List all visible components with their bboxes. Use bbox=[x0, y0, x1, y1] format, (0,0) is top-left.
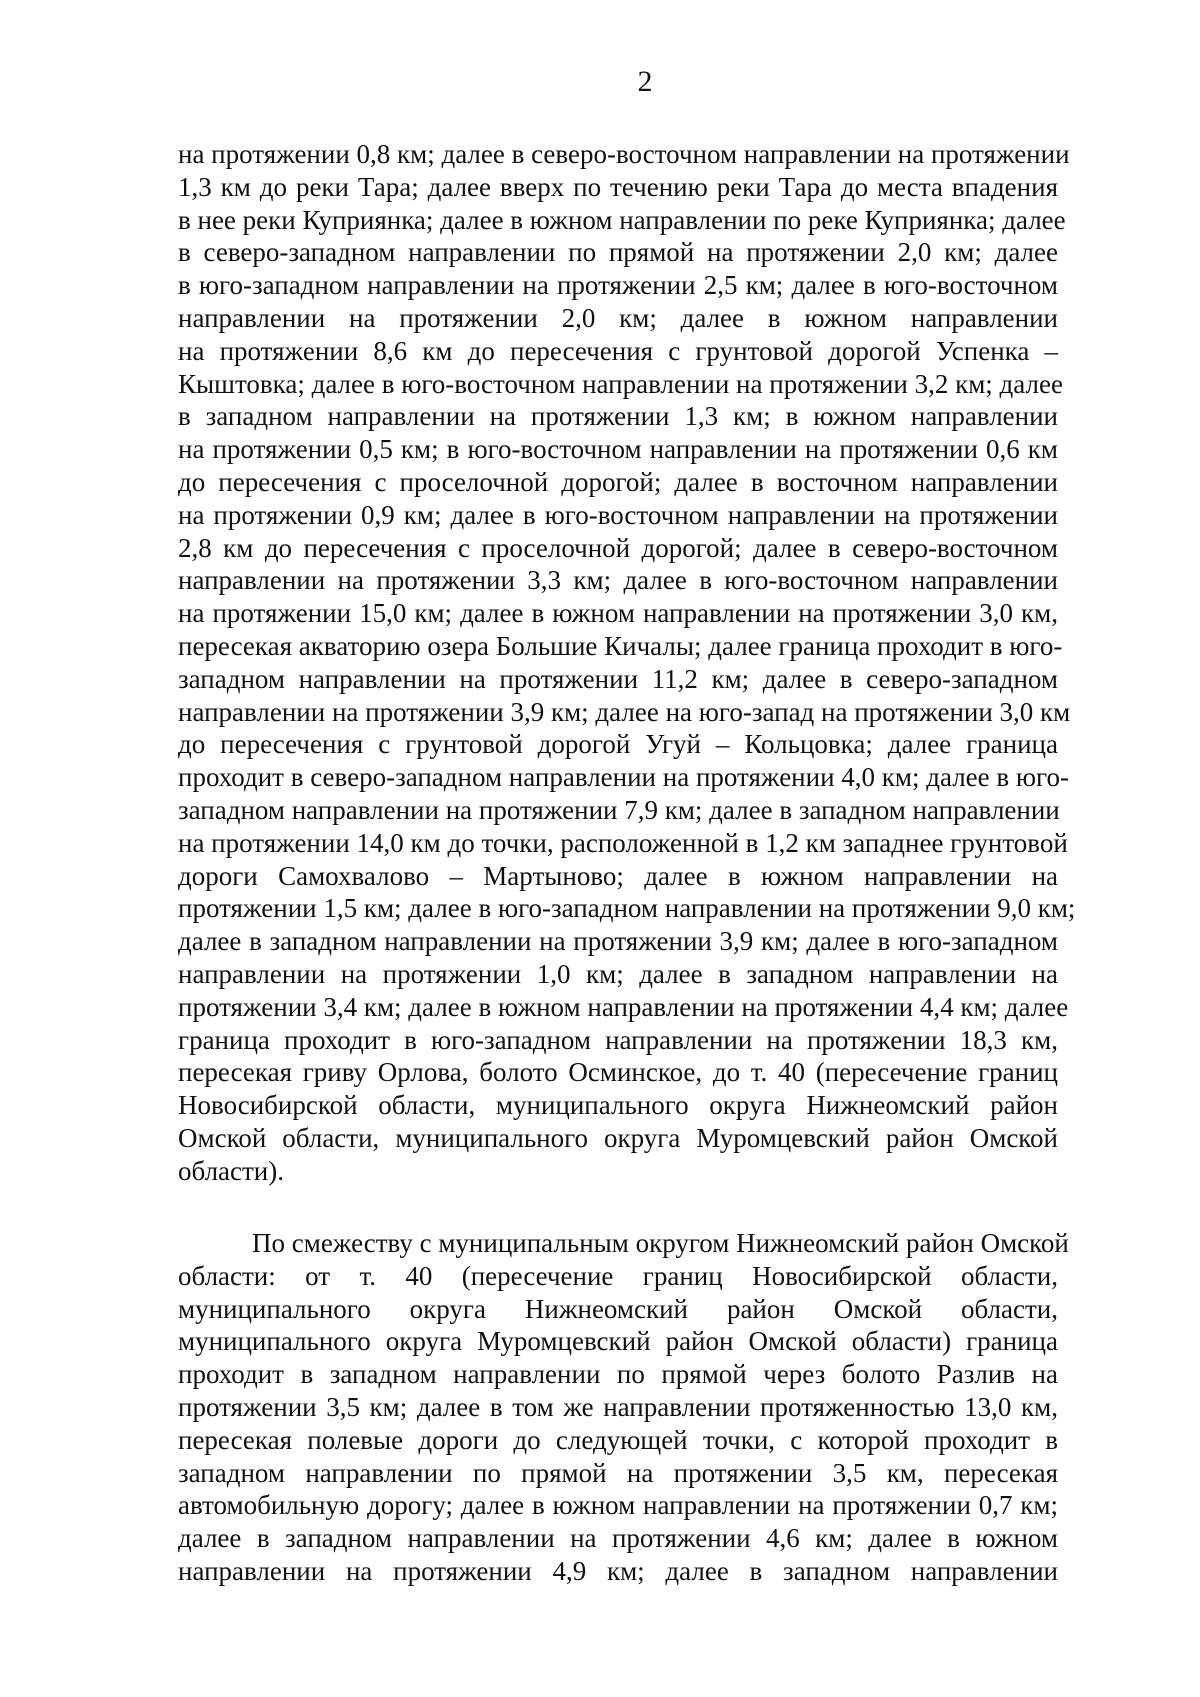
text-line: на протяжении 15,0 км; далее в южном направлении на протяжении 3,0 км, bbox=[178, 598, 1058, 629]
text-line: пересекая акваторию озера Большие Кичалы; далее граница проходит в юго- bbox=[178, 630, 1063, 661]
text-line: Новосибирской области, муниципального округа Нижнеомский район bbox=[178, 1090, 1058, 1121]
text-line: проходит в северо-западном направлении на протяжении 4,0 км; далее в юго- bbox=[178, 762, 1069, 793]
text-line: далее в западном направлении на протяжении 3,9 км; далее в юго-западном bbox=[178, 926, 1058, 957]
text-line: далее в западном направлении на протяжении 4,6 км; далее в южном bbox=[178, 1523, 1058, 1554]
page-number: 2 bbox=[637, 65, 653, 98]
text-line: на протяжении 8,6 км до пересечения с грунтовой дорогой Успенка – bbox=[178, 335, 1058, 366]
text-line: Кыштовка; далее в юго-восточном направлении на протяжении 3,2 км; далее bbox=[178, 368, 1063, 399]
text-line: на протяжении 0,9 км; далее в юго-восточном направлении на протяжении bbox=[178, 499, 1058, 530]
text-line: направлении на протяжении 2,0 км; далее в южном направлении bbox=[178, 302, 1058, 333]
text-line: 1,3 км до реки Тара; далее вверх по течению реки Тара до места впадения bbox=[178, 171, 1058, 202]
text-line: 2,8 км до пересечения с проселочной дорогой; далее в северо-восточном bbox=[178, 532, 1058, 563]
text-line: граница проходит в юго-западном направлении на протяжении 18,3 км, bbox=[178, 1024, 1058, 1055]
text-line: западном направлении по прямой на протяжении 3,5 км, пересекая bbox=[178, 1457, 1058, 1488]
text-line: муниципального округа Нижнеомский район Омской области, bbox=[178, 1293, 1058, 1324]
text-line: проходит в западном направлении по прямой через болото Разлив на bbox=[178, 1359, 1058, 1390]
text-line: направлении на протяжении 4,9 км; далее в западном направлении bbox=[178, 1555, 1058, 1586]
text-line: западном направлении на протяжении 11,2 км; далее в северо-западном bbox=[178, 663, 1058, 694]
text-line: пересекая полевые дороги до следующей точки, с которой проходит в bbox=[178, 1424, 1058, 1455]
text-line: протяжении 1,5 км; далее в юго-западном направлении на протяжении 9,0 км; bbox=[178, 893, 1076, 924]
text-line: дороги Самохвалово – Мартыново; далее в южном направлении на bbox=[178, 860, 1058, 891]
text-line: на протяжении 0,5 км; в юго-восточном направлении на протяжении 0,6 км bbox=[178, 434, 1058, 465]
paragraph-boundary-description bbox=[178, 138, 1076, 1188]
paragraph-adjacency-nizhneomsky bbox=[178, 1227, 1069, 1588]
text-line: По смежеству с муниципальным округом Нижнеомский район Омской bbox=[252, 1228, 1069, 1258]
text-line: в северо-западном направлении по прямой на протяжении 2,0 км; далее bbox=[178, 237, 1058, 268]
text-line: области). bbox=[178, 1155, 284, 1186]
text-line: пересекая гриву Орлова, болото Осминское, до т. 40 (пересечение границ bbox=[178, 1057, 1058, 1088]
text-line: протяжении 3,5 км; далее в том же направлении протяженностью 13,0 км, bbox=[178, 1391, 1058, 1422]
text-line: области: от т. 40 (пересечение границ Новосибирской области, bbox=[178, 1260, 1058, 1291]
text-line: в западном направлении на протяжении 1,3 км; в южном направлении bbox=[178, 401, 1058, 432]
text-line: Омской области, муниципального округа Муромцевский район Омской bbox=[178, 1122, 1058, 1153]
text-line: направлении на протяжении 3,9 км; далее на юго-запад на протяжении 3,0 км bbox=[178, 696, 1071, 727]
text-line: западном направлении на протяжении 7,9 км; далее в западном направлении bbox=[178, 794, 1060, 825]
text-line: на протяжении 14,0 км до точки, расположенной в 1,2 км западнее грунтовой bbox=[178, 827, 1068, 858]
text-line: до пересечения с грунтовой дорогой Угуй – Кольцовка; далее граница bbox=[178, 729, 1058, 760]
text-line: муниципального округа Муромцевский район Омской области) граница bbox=[178, 1326, 1058, 1357]
text-line: направлении на протяжении 3,3 км; далее в юго-восточном направлении bbox=[178, 565, 1058, 596]
text-line: на протяжении 0,8 км; далее в северо-восточном направлении на протяжении bbox=[178, 139, 1070, 169]
text-line: направлении на протяжении 1,0 км; далее в западном направлении на bbox=[178, 958, 1058, 989]
text-line: в нее реки Куприянка; далее в южном направлении по реке Куприянка; далее bbox=[178, 204, 1066, 235]
text-line: до пересечения с проселочной дорогой; далее в восточном направлении bbox=[178, 466, 1058, 497]
text-line: в юго-западном направлении на протяжении 2,5 км; далее в юго-восточном bbox=[178, 270, 1058, 301]
text-line: протяжении 3,4 км; далее в южном направлении на протяжении 4,4 км; далее bbox=[178, 991, 1069, 1022]
text-line: автомобильную дорогу; далее в южном направлении на протяжении 0,7 км; bbox=[178, 1490, 1058, 1521]
